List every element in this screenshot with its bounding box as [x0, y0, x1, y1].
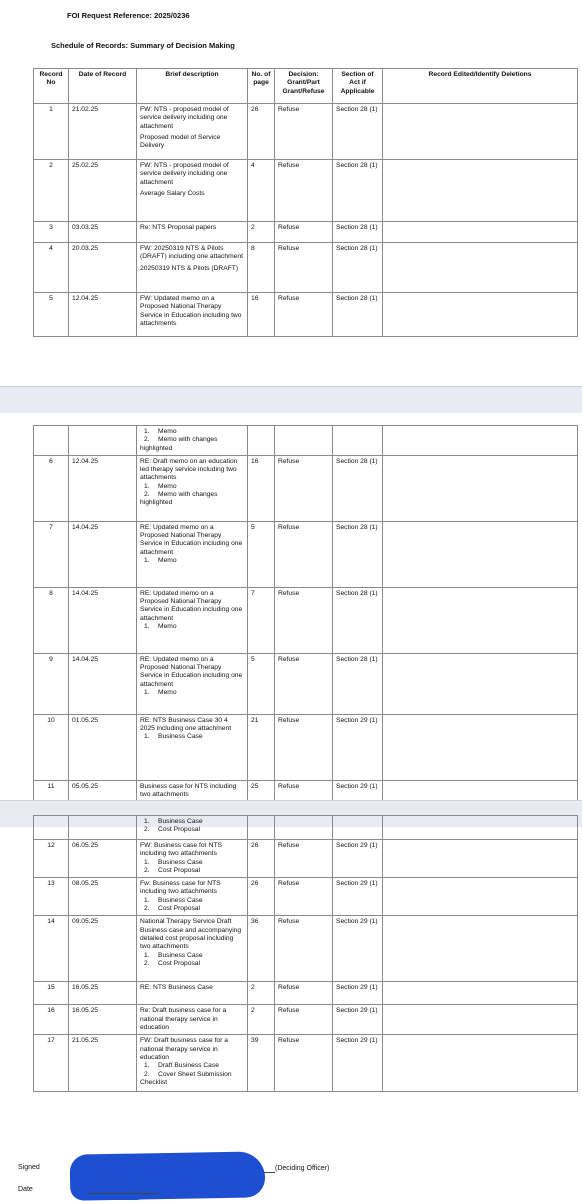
record-description: FW: Business case for NTS including two attachments: [140, 842, 223, 858]
cell-edited: [383, 1005, 578, 1035]
record-description: FW: 20250319 NTS & Pilots (DRAFT) including one attachment: [140, 245, 243, 261]
cell-record-no: 5: [34, 293, 69, 337]
record-description: RE: Updated memo on a Proposed National Therapy Service in Education including one attachment: [140, 523, 243, 556]
cell-record-no: 11: [34, 780, 69, 810]
cell-section: Section 29 (1): [333, 982, 383, 1005]
cell-edited: [383, 243, 578, 293]
cell-record-no: 7: [34, 521, 69, 587]
attachment-item: [140, 818, 244, 826]
sub-item-text: Business Case: [158, 818, 203, 825]
table-row: [34, 653, 578, 714]
cell-date: 05.05.25: [69, 780, 137, 810]
cell-date: 21.05.25: [69, 1035, 137, 1092]
cell-edited: [383, 222, 578, 243]
attachment-item: [140, 960, 244, 968]
sub-item-text: Memo: [158, 689, 177, 697]
cell-edited: [383, 916, 578, 982]
sub-item-number: 2.: [144, 826, 150, 834]
attachment-item: [140, 623, 244, 631]
cell-record-no: 16: [34, 1005, 69, 1035]
cell-description: [137, 878, 248, 916]
cell-edited: [383, 293, 578, 337]
attachment-item: [140, 952, 244, 960]
record-description: Business case for NTS including two attachments: [140, 782, 237, 799]
cell-section: Section 28 (1): [333, 653, 383, 714]
cell-pages: 21: [248, 714, 275, 780]
cell-pages: 26: [248, 840, 275, 878]
attachment-item: [140, 1062, 244, 1070]
attachment-item: [140, 1071, 244, 1088]
sub-item-number: 1.: [144, 818, 150, 825]
cell-section: Section 28 (1): [333, 455, 383, 521]
sub-item-text: Memo: [158, 482, 177, 490]
attachment-item: [140, 859, 244, 867]
cell-description: [137, 160, 248, 222]
cell-record-no: 15: [34, 982, 69, 1005]
record-description: Fw: Business case for NTS including two attachments: [140, 880, 221, 896]
cell-description: [137, 455, 248, 521]
sub-item-number: 1.: [144, 557, 150, 565]
cell-pages: 4: [248, 160, 275, 222]
sub-item-number: 1.: [144, 428, 150, 435]
cell-edited: [383, 521, 578, 587]
cell-pages: 5: [248, 521, 275, 587]
cell-pages: 2: [248, 982, 275, 1005]
cell-description: [137, 1035, 248, 1092]
attachment-item: 20250319 NTS & Pilots (DRAFT): [140, 264, 239, 272]
cell-section: Section 29 (1): [333, 780, 383, 810]
cell-description: [137, 840, 248, 878]
cell-description: [137, 293, 248, 337]
date-label: Date: [18, 1186, 33, 1193]
cell-decision: Refuse: [275, 222, 333, 243]
record-description: FW: NTS - proposed model of service delivery including one attachment: [140, 106, 229, 130]
col-header-description: Brief description: [137, 69, 248, 104]
record-description: RE: Draft memo on an education led therapy service including two attachments: [140, 457, 238, 482]
cell-decision: Refuse: [275, 160, 333, 222]
cell-edited: [383, 982, 578, 1005]
cell-section: Section 28 (1): [333, 160, 383, 222]
table-row: [34, 916, 578, 982]
page-2: [0, 413, 582, 800]
record-description: Re: Draft business case for a national therapy service in education: [140, 1007, 227, 1031]
sub-item-text: Cost Proposal: [158, 866, 201, 874]
cell-description: [137, 1005, 248, 1035]
sub-item-text: Memo: [158, 428, 177, 435]
cell-decision: Refuse: [275, 293, 333, 337]
cell-edited: [383, 840, 578, 878]
cell-description: [137, 916, 248, 982]
table-row: [34, 243, 578, 293]
sub-item-text: Memo: [158, 623, 177, 631]
table-row: [34, 878, 578, 916]
cell-pages: 26: [248, 878, 275, 916]
signed-label: Signed: [18, 1164, 40, 1171]
table-row: [34, 104, 578, 160]
cell-record-no: 1: [34, 104, 69, 160]
sub-item-text: Business Case: [158, 733, 203, 741]
schedule-table-page-2: [33, 425, 578, 811]
cell-empty: [275, 426, 333, 456]
cell-record-no: 6: [34, 455, 69, 521]
sub-item-text: Business Case: [158, 951, 203, 959]
cell-record-no: 4: [34, 243, 69, 293]
cell-description: [137, 982, 248, 1005]
sub-item-number: 2.: [144, 866, 150, 874]
cell-date: 25.02.25: [69, 160, 137, 222]
sub-item-text: Memo with changes highlighted: [140, 436, 218, 452]
schedule-table-page-1: [33, 68, 578, 337]
cell-edited: [383, 714, 578, 780]
cell-section: Section 29 (1): [333, 1035, 383, 1092]
sub-item-number: 2.: [144, 905, 150, 913]
sub-item-number: 1.: [144, 623, 150, 631]
cell-date: 03.03.25: [69, 222, 137, 243]
record-description: FW: Draft business case for a national therapy service in education: [140, 1037, 228, 1061]
attachment-item: [140, 436, 244, 453]
record-description: National Therapy Service Draft Business case and accompanying detailed cost proposal including two attachments: [140, 918, 242, 951]
date-line: [88, 1193, 158, 1194]
cell-date: 14.04.25: [69, 521, 137, 587]
sub-item-number: 1.: [144, 1062, 150, 1070]
cell-date: 16.05.25: [69, 982, 137, 1005]
cell-decision: Refuse: [275, 587, 333, 653]
record-description: Re: NTS Proposal papers: [140, 224, 217, 231]
sub-item-text: Draft Business Case: [158, 1062, 219, 1070]
cell-pages: 36: [248, 916, 275, 982]
cell-edited: [383, 455, 578, 521]
attachment-item: [140, 428, 244, 436]
cell-section: Section 28 (1): [333, 587, 383, 653]
cell-pages: 2: [248, 222, 275, 243]
sub-item-text: Cost Proposal: [158, 959, 201, 967]
table-row: [34, 1035, 578, 1092]
sub-item-number: 2.: [144, 1070, 150, 1078]
page-separator: [0, 386, 582, 414]
cell-section: Section 28 (1): [333, 222, 383, 243]
cell-date: 14.04.25: [69, 587, 137, 653]
schedule-title: Schedule of Records: Summary of Decision Making: [51, 41, 235, 50]
cell-description: [137, 587, 248, 653]
sub-item-number: 1.: [144, 896, 150, 904]
table-row: [34, 587, 578, 653]
col-header-date: Date of Record: [69, 69, 137, 104]
table-row: [34, 455, 578, 521]
cell-record-no: 3: [34, 222, 69, 243]
cell-section: Section 28 (1): [333, 104, 383, 160]
cell-record-no: 2: [34, 160, 69, 222]
cell-pages: 25: [248, 780, 275, 810]
sub-item-number: 1.: [144, 858, 150, 866]
sub-item-number: 1.: [144, 482, 150, 490]
cell-empty: [333, 816, 383, 840]
cell-section: Section 29 (1): [333, 916, 383, 982]
cell-description: [137, 653, 248, 714]
cell-decision: Refuse: [275, 1035, 333, 1092]
cell-record-no: 8: [34, 587, 69, 653]
cell-description: [137, 426, 248, 456]
record-description: RE: Updated memo on a Proposed National Therapy Service in Education including one attachment: [140, 589, 243, 622]
sub-item-number: 1.: [144, 951, 150, 959]
sub-item-text: Cover Sheet Submission Checklist: [140, 1070, 232, 1086]
cell-section: Section 29 (1): [333, 878, 383, 916]
sub-item-number: 2.: [144, 491, 150, 499]
record-description: RE: Updated memo on a Proposed National Therapy Service in Education including one attachment: [140, 655, 243, 688]
cell-pages: 2: [248, 1005, 275, 1035]
sub-item-text: Business Case: [158, 896, 203, 904]
cell-record-no: 14: [34, 916, 69, 982]
table-row: [34, 293, 578, 337]
cell-section: Section 28 (1): [333, 293, 383, 337]
cell-decision: Refuse: [275, 653, 333, 714]
cell-date: 12.04.25: [69, 455, 137, 521]
cell-pages: 39: [248, 1035, 275, 1092]
cell-section: Section 29 (1): [333, 840, 383, 878]
sub-item-text: Cost Proposal: [158, 905, 201, 913]
attachment-item: Average Salary Costs: [140, 189, 205, 197]
sub-item-text: Memo with changes highlighted: [140, 491, 218, 507]
cell-empty: [383, 426, 578, 456]
table-row-continuation: [34, 426, 578, 456]
table-row: [34, 1005, 578, 1035]
schedule-table-page-3: [33, 815, 578, 1092]
table-row: [34, 982, 578, 1005]
cell-empty: [34, 426, 69, 456]
table-row: [34, 222, 578, 243]
cell-empty: [275, 816, 333, 840]
cell-decision: Refuse: [275, 982, 333, 1005]
cell-empty: [248, 426, 275, 456]
cell-edited: [383, 160, 578, 222]
attachment-item: [140, 557, 244, 565]
cell-date: 14.04.25: [69, 653, 137, 714]
cell-date: 21.02.25: [69, 104, 137, 160]
record-description: FW: NTS - proposed model of service delivery including one attachment: [140, 162, 229, 186]
table-row-continuation: [34, 816, 578, 840]
attachment-item: Proposed model of Service Delivery: [140, 133, 221, 150]
sub-item-number: 2.: [144, 959, 150, 967]
cell-description: [137, 104, 248, 160]
cell-decision: Refuse: [275, 916, 333, 982]
cell-empty: [69, 816, 137, 840]
cell-date: 06.05.25: [69, 840, 137, 878]
cell-date: 20.03.25: [69, 243, 137, 293]
record-description: FW: Updated memo on a Proposed National Therapy Service in Education including two attachments: [140, 295, 242, 327]
cell-empty: [34, 816, 69, 840]
cell-section: Section 28 (1): [333, 521, 383, 587]
cell-decision: Refuse: [275, 243, 333, 293]
cell-decision: Refuse: [275, 714, 333, 780]
sub-item-text: Cost Proposal: [158, 826, 201, 834]
foi-reference: FOI Request Reference: 2025/0236: [67, 11, 190, 20]
cell-pages: 7: [248, 587, 275, 653]
cell-description: [137, 222, 248, 243]
cell-date: 08.05.25: [69, 878, 137, 916]
sub-item-number: 1.: [144, 689, 150, 697]
table-row: [34, 521, 578, 587]
attachment-item: [140, 867, 244, 875]
cell-empty: [248, 816, 275, 840]
cell-empty: [69, 426, 137, 456]
cell-section: Section 28 (1): [333, 243, 383, 293]
cell-empty: [333, 426, 383, 456]
page-3: [0, 818, 582, 1200]
cell-description: [137, 714, 248, 780]
col-header-record-no: Record No: [34, 69, 69, 104]
cell-edited: [383, 653, 578, 714]
cell-date: 01.05.25: [69, 714, 137, 780]
table-row: [34, 160, 578, 222]
cell-decision: Refuse: [275, 840, 333, 878]
attachment-item: [140, 689, 244, 697]
cell-decision: Refuse: [275, 1005, 333, 1035]
redaction-scribble: [88, 1178, 148, 1200]
deciding-officer-label: (Deciding Officer): [275, 1165, 330, 1172]
attachment-item: [140, 897, 244, 905]
cell-record-no: 10: [34, 714, 69, 780]
col-header-decision: Decision: Grant/Part Grant/Refuse: [275, 69, 333, 104]
page-1: [0, 0, 582, 386]
cell-decision: Refuse: [275, 521, 333, 587]
sub-item-text: Memo: [158, 557, 177, 565]
cell-edited: [383, 878, 578, 916]
sub-item-number: 1.: [144, 733, 150, 741]
cell-section: Section 29 (1): [333, 1005, 383, 1035]
cell-section: Section 29 (1): [333, 714, 383, 780]
cell-decision: Refuse: [275, 104, 333, 160]
attachment-item: [140, 491, 244, 508]
cell-decision: Refuse: [275, 455, 333, 521]
cell-date: 16.05.25: [69, 1005, 137, 1035]
cell-date: 09.05.25: [69, 916, 137, 982]
cell-decision: Refuse: [275, 780, 333, 810]
table-row: [34, 840, 578, 878]
cell-record-no: 12: [34, 840, 69, 878]
cell-record-no: 17: [34, 1035, 69, 1092]
attachment-item: [140, 905, 244, 913]
col-header-section: Section of Act if Applicable: [333, 69, 383, 104]
table-header-row: [34, 69, 578, 104]
cell-description: [137, 243, 248, 293]
cell-description: [137, 521, 248, 587]
cell-decision: Refuse: [275, 878, 333, 916]
cell-pages: 8: [248, 243, 275, 293]
record-description: RE: NTS Business Case 30 4 2025 including one attachment: [140, 716, 232, 733]
attachment-item: [140, 483, 244, 491]
cell-pages: 5: [248, 653, 275, 714]
cell-empty: [383, 816, 578, 840]
sub-item-text: Business Case: [158, 858, 203, 866]
cell-pages: 16: [248, 293, 275, 337]
cell-edited: [383, 587, 578, 653]
cell-edited: [383, 104, 578, 160]
cell-date: 12.04.25: [69, 293, 137, 337]
sub-item-number: 2.: [144, 436, 150, 444]
cell-edited: [383, 1035, 578, 1092]
attachment-item: [140, 826, 244, 834]
cell-record-no: 13: [34, 878, 69, 916]
col-header-pages: No. of page: [248, 69, 275, 104]
attachment-item: [140, 733, 244, 741]
cell-record-no: 9: [34, 653, 69, 714]
cell-pages: 26: [248, 104, 275, 160]
cell-pages: 16: [248, 455, 275, 521]
record-description: RE: NTS Business Case: [140, 984, 213, 992]
col-header-edited: Record Edited/Identify Deletions: [383, 69, 578, 104]
table-row: [34, 714, 578, 780]
cell-description: [137, 816, 248, 840]
